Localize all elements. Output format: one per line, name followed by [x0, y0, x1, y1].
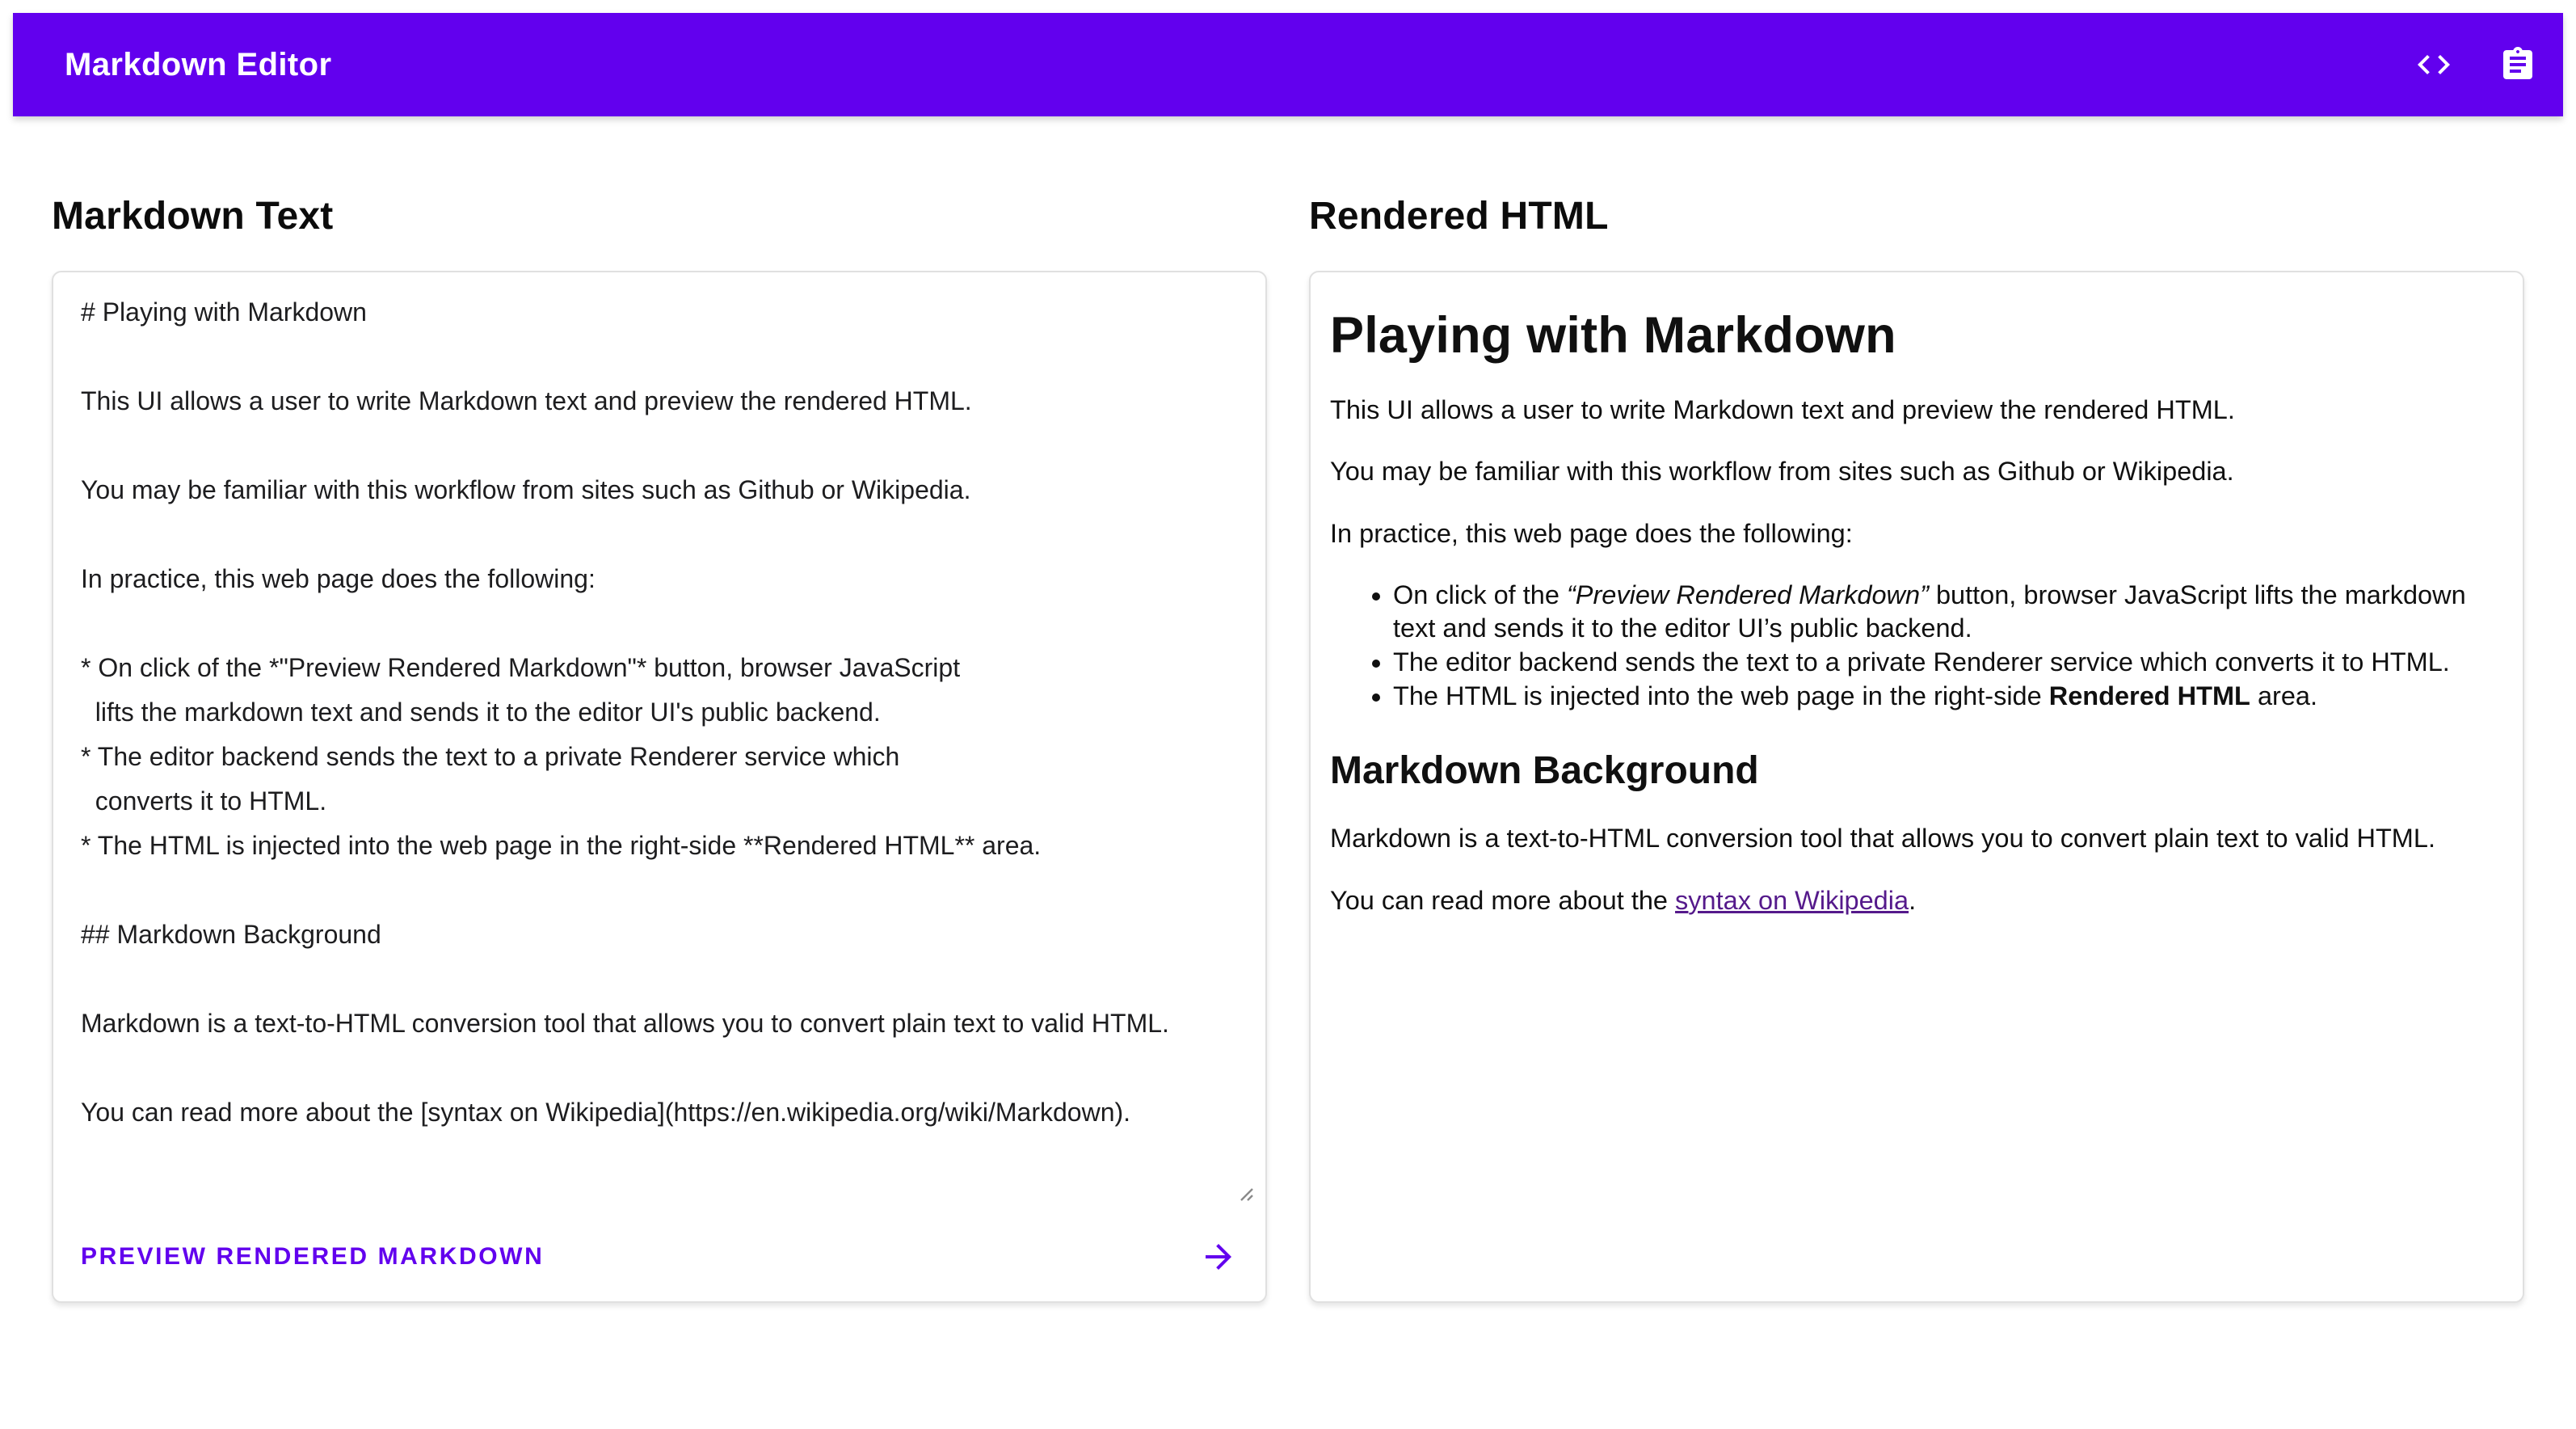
app-bar-actions: [2411, 42, 2540, 87]
content-columns: [13, 194, 2563, 1303]
preview-list-item: [1393, 680, 2503, 714]
preview-h1: Playing with Markdown: [1330, 307, 1896, 364]
preview-p: You may be familiar with this workflow from sites such as Github or Wikipedia.: [1330, 457, 2234, 487]
wikipedia-syntax-link[interactable]: syntax on Wikipedia: [1675, 885, 1909, 915]
preview-text: On click of the: [1393, 580, 1567, 609]
arrow-forward-icon: [1199, 1237, 1238, 1276]
code-icon: [2414, 45, 2453, 84]
markdown-editor-section: [52, 194, 1267, 1303]
app-bar: [13, 13, 2563, 116]
markdown-text-heading: Markdown Text: [52, 195, 334, 238]
preview-text: You can read more about the: [1330, 885, 1676, 915]
preview-text: button, browser JavaScript lifts the markdown text and sends it to the editor UI’s public backend.: [1393, 580, 2466, 643]
preview-list-item: [1393, 646, 2503, 680]
preview-rendered-markdown-button[interactable]: PREVIEW RENDERED MARKDOWN: [66, 1233, 558, 1280]
preview-list: [1330, 579, 2503, 713]
preview-text: The HTML is injected into the web page in the right-side: [1393, 681, 2049, 710]
preview-arrow-button[interactable]: [1193, 1231, 1244, 1283]
rendered-html-section: [1309, 194, 2524, 1303]
editor-actions-row: [53, 1212, 1265, 1301]
app-title: Markdown Editor: [65, 46, 332, 82]
preview-list-item: [1393, 579, 2503, 646]
view-source-button[interactable]: [2411, 42, 2456, 87]
preview-italic-text: “Preview Rendered Markdown”: [1566, 580, 1929, 609]
clipboard-button[interactable]: [2495, 42, 2540, 87]
clipboard-icon: [2498, 45, 2537, 84]
preview-p: Markdown is a text-to-HTML conversion tool that allows you to convert plain text to valid HTML.: [1330, 824, 2435, 854]
preview-bold-text: Rendered HTML: [2048, 681, 2250, 710]
markdown-editor-card: [52, 271, 1267, 1303]
preview-p: [1330, 884, 2503, 917]
preview-h2: Markdown Background: [1330, 749, 1759, 793]
markdown-input-wrap: [53, 272, 1265, 1212]
markdown-input[interactable]: [53, 272, 1265, 1212]
preview-text: The editor backend sends the text to a private Renderer service which converts it to HTML.: [1393, 647, 2450, 677]
rendered-html-heading: Rendered HTML: [1309, 195, 1609, 238]
preview-text: area.: [2250, 681, 2318, 710]
textarea-resize-handle[interactable]: [1231, 1179, 1254, 1202]
preview-text: .: [1909, 885, 1917, 915]
preview-p: This UI allows a user to write Markdown text and preview the rendered HTML.: [1330, 395, 2235, 424]
rendered-html-card: [1309, 271, 2524, 1303]
preview-p: In practice, this web page does the following:: [1330, 518, 1853, 548]
